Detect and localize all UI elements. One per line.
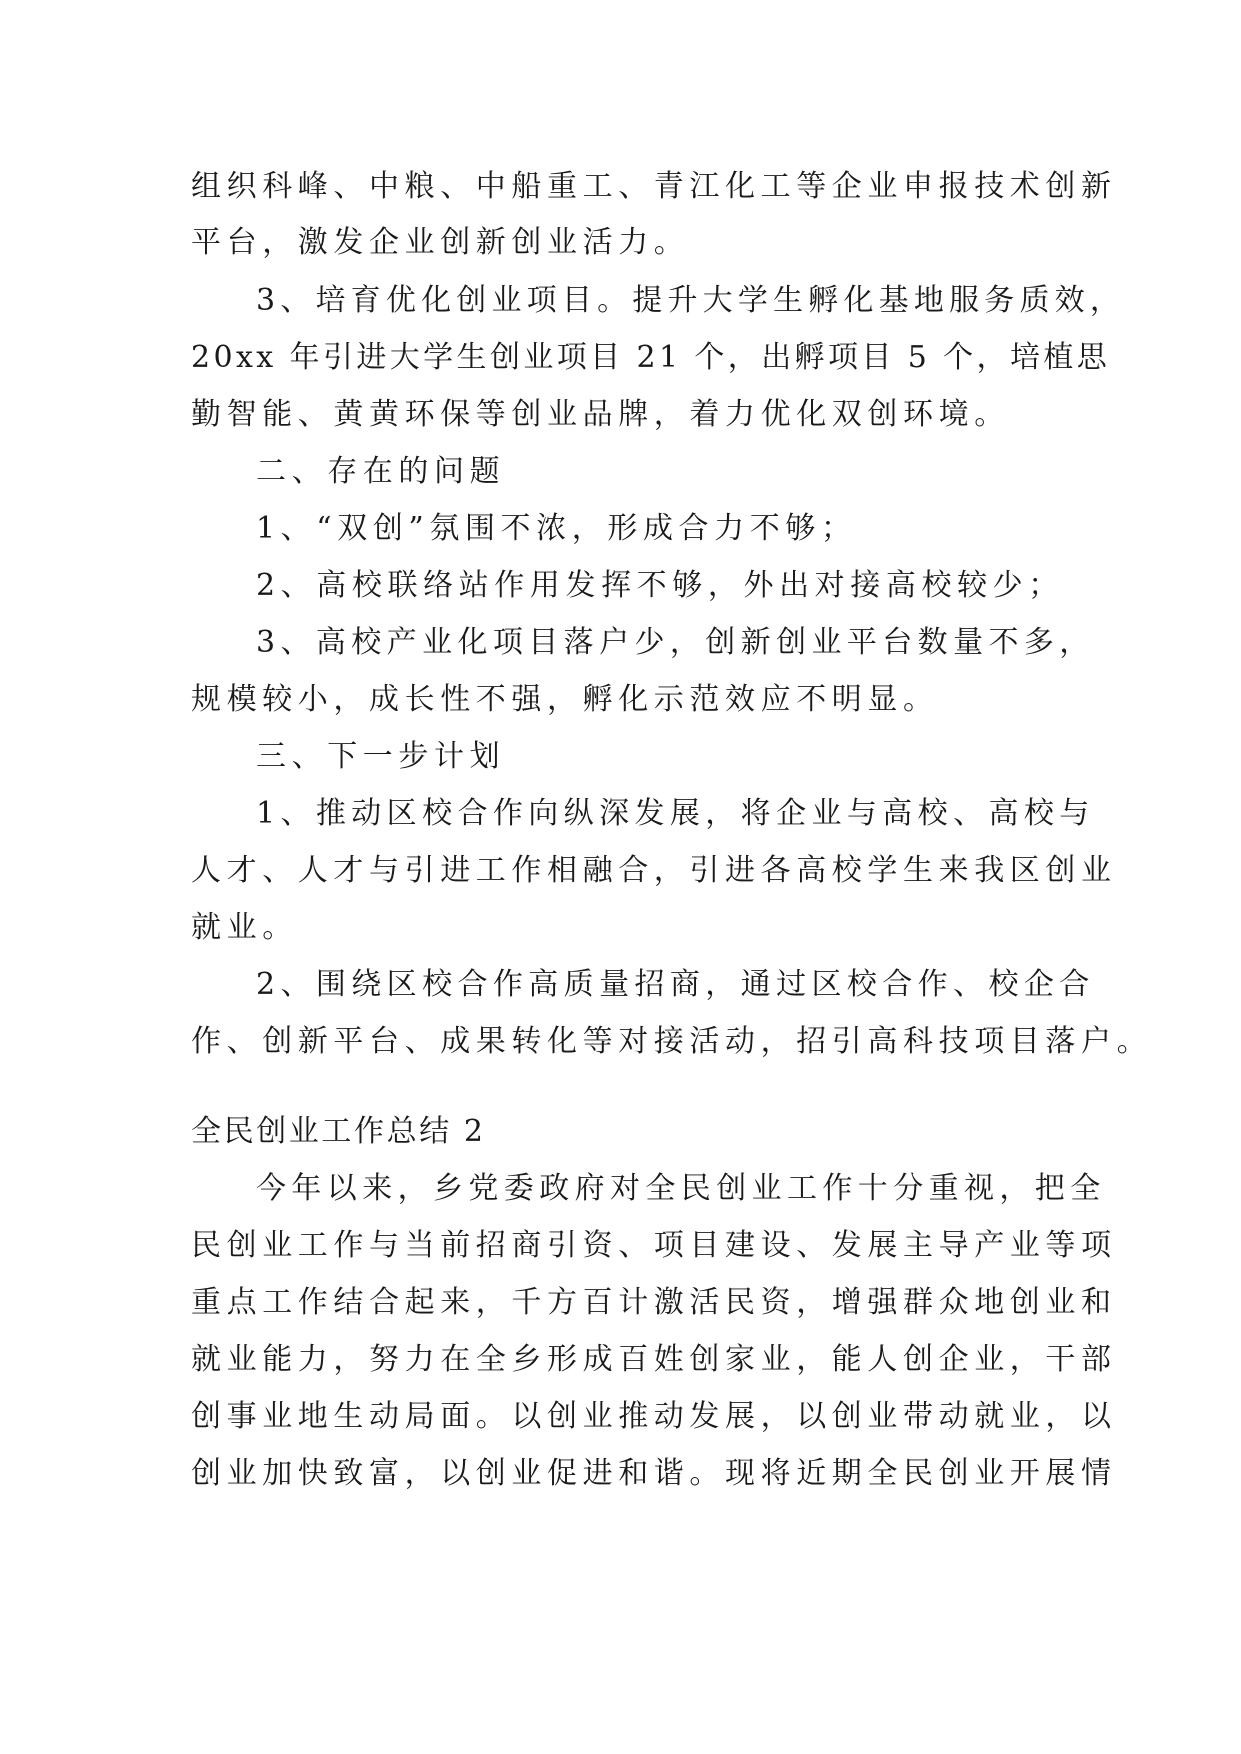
- paragraph-line: 2、围绕区校合作高质量招商，通过区校合作、校企合: [256, 967, 1095, 1002]
- section-title: 全民创业工作总结 2: [191, 1114, 486, 1149]
- paragraph-line: 3、培育优化创业项目。提升大学生孵化基地服务质效，: [256, 283, 1126, 318]
- paragraph-line: 3、高校产业化项目落户少，创新创业平台数量不多，: [256, 625, 1095, 660]
- paragraph-line: 创业加快致富，以创业促进和谐。现将近期全民创业开展情: [191, 1456, 1117, 1491]
- paragraph-line: 20xx 年引进大学生创业项目 21 个，出孵项目 5 个，培植思: [191, 340, 1111, 375]
- paragraph-line: 创事业地生动局面。以创业推动发展，以创业带动就业，以: [191, 1399, 1117, 1434]
- paragraph-line: 1、推动区校合作向纵深发展，将企业与高校、高校与: [256, 796, 1095, 831]
- paragraph-line: 规模较小，成长性不强，孵化示范效应不明显。: [191, 682, 939, 717]
- paragraph-line: 重点工作结合起来，千方百计激活民资，增强群众地创业和: [191, 1285, 1117, 1320]
- paragraph-line: 民创业工作与当前招商引资、项目建设、发展主导产业等项: [191, 1228, 1117, 1263]
- paragraph-line: 就业。: [191, 910, 298, 945]
- paragraph-line: 平台，激发企业创新创业活力。: [191, 225, 690, 260]
- paragraph-line: 就业能力，努力在全乡形成百姓创家业，能人创企业，干部: [191, 1342, 1117, 1377]
- paragraph-line: 组织科峰、中粮、中船重工、青江化工等企业申报技术创新: [191, 169, 1117, 204]
- section-heading: 三、下一步计划: [256, 739, 506, 774]
- paragraph-line: 人才、人才与引进工作相融合，引进各高校学生来我区创业: [191, 853, 1117, 888]
- paragraph-line: 1、“双创”氛围不浓，形成合力不够；: [256, 511, 857, 546]
- paragraph-line: 作、创新平台、成果转化等对接活动，招引高科技项目落户。: [191, 1024, 1153, 1059]
- section-heading: 二、存在的问题: [256, 454, 506, 489]
- paragraph-line: 今年以来，乡党委政府对全民创业工作十分重视，把全: [256, 1171, 1106, 1206]
- paragraph-line: 勤智能、黄黄环保等创业品牌，着力优化双创环境。: [191, 397, 1010, 432]
- paragraph-line: 2、高校联络站作用发挥不够，外出对接高校较少；: [256, 568, 1064, 603]
